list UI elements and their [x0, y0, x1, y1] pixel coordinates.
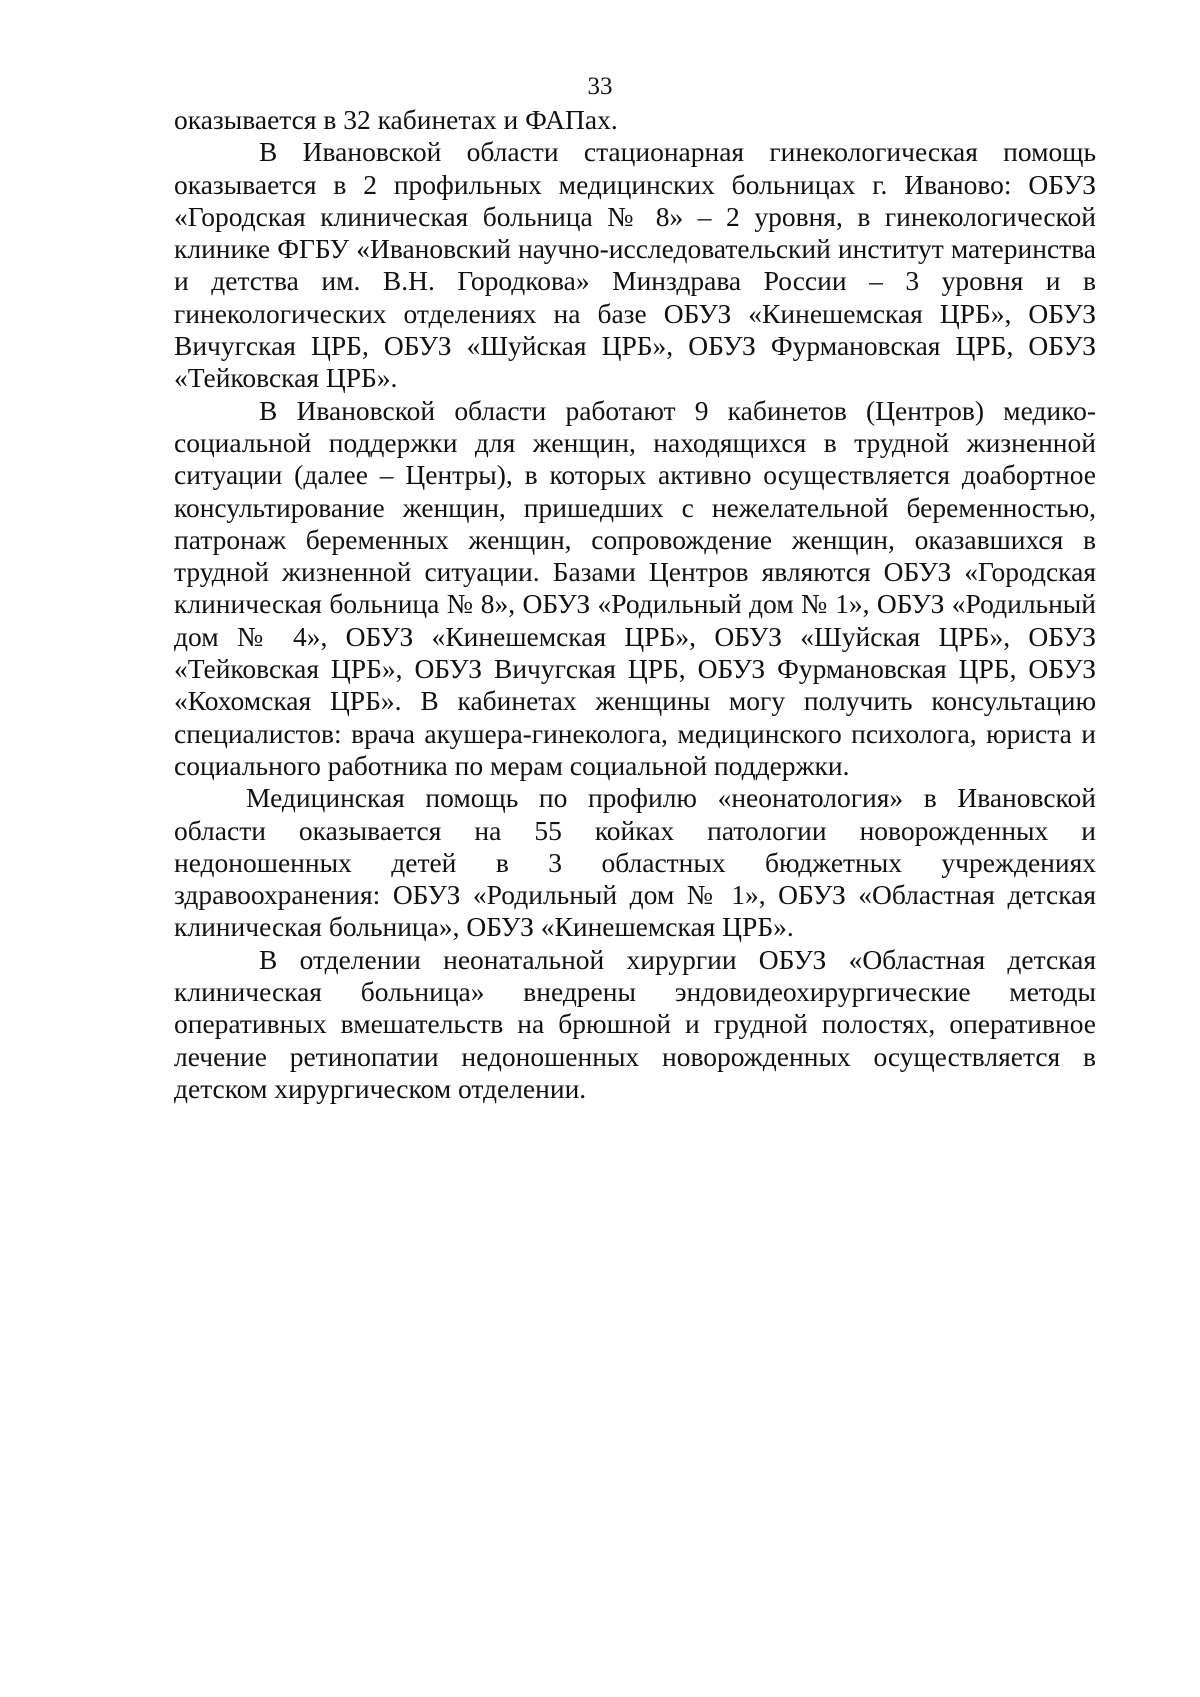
page-number: 33 — [587, 73, 613, 100]
paragraph-neonatal-surgery: В отделении неонатальной хирургии ОБУЗ «Областная детская клиническая больница» внедрены эндовидеохирургические методы оперативных вмешательств на брюшной и грудной полостях, оперативное лечение ретинопатии недоношенных новорожденных осуществляется в детском хирургическом отделении. — [174, 943, 1096, 1104]
paragraph-support-centers: В Ивановской области работают 9 кабинетов (Центров) медико-социальной поддержки для женщин, находящихся в трудной жизненной ситуации (далее – Центры), в которых активно осуществляется доабортное консультирование женщин, пришедших с нежелательной беременностью, патронаж беременных женщин, сопровождение женщин, оказавшихся в трудной жизненной ситуации. Базами Центров являются ОБУЗ «Городская клиническая больница № 8», ОБУЗ «Родильный дом № 1», ОБУЗ «Родильный дом № 4», ОБУЗ «Кинешемская ЦРБ», ОБУЗ «Шуйская ЦРБ», ОБУЗ «Тейковская ЦРБ», ОБУЗ Вичугская ЦРБ, ОБУЗ Фурмановская ЦРБ, ОБУЗ «Кохомская ЦРБ». В кабинетах женщины могу получить консультацию специалистов: врача акушера-гинеколога, медицинского психолога, юриста и социального работника по мерам социальной поддержки. — [174, 394, 1096, 781]
document-body — [174, 104, 1096, 1105]
paragraph-continuation: оказывается в 32 кабинетах и ФАПах. — [174, 104, 618, 135]
paragraph-neonatology: Медицинская помощь по профилю «неонатология» в Ивановской области оказывается на 55 койках патологии новорожденных и недоношенных детей в 3 областных бюджетных учреждениях здравоохранения: ОБУЗ «Родильный дом № 1», ОБУЗ «Областная детская клиническая больница», ОБУЗ «Кинешемская ЦРБ». — [174, 782, 1096, 943]
paragraph-gynecology-care: В Ивановской области стационарная гинекологическая помощь оказывается в 2 профильных медицинских больницах г. Иваново: ОБУЗ «Городская клиническая больница № 8» – 2 уровня, в гинекологической клинике ФГБУ «Ивановский научно-исследовательский институт материнства и детства им. В.Н. Городкова» Минздрава России – 3 уровня и в гинекологических отделениях на базе ОБУЗ «Кинешемская ЦРБ», ОБУЗ Вичугская ЦРБ, ОБУЗ «Шуйская ЦРБ», ОБУЗ Фурмановская ЦРБ, ОБУЗ «Тейковская ЦРБ». — [174, 136, 1096, 394]
